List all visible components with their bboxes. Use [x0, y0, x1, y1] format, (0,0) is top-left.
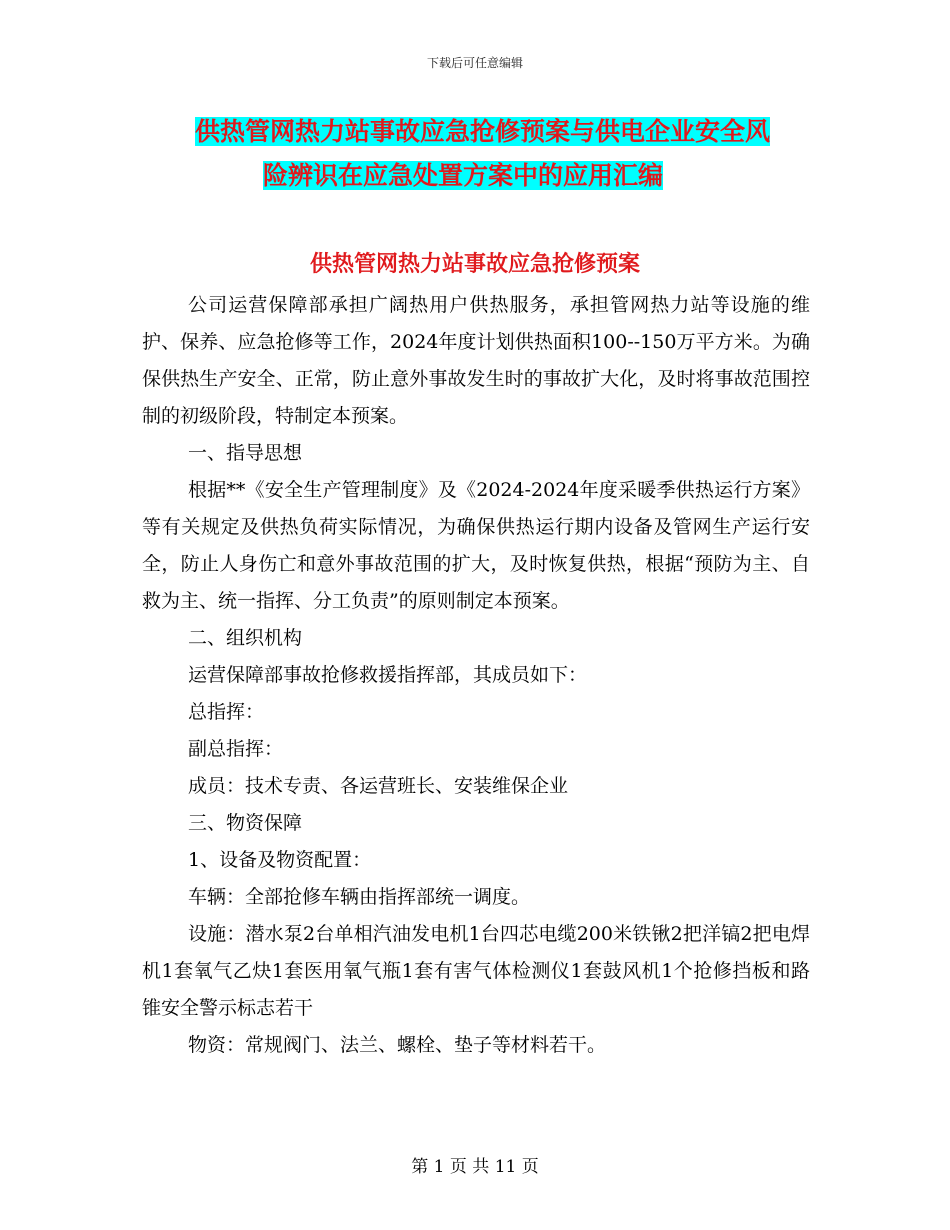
paragraph-vehicles: 车辆：全部抢修车辆由指挥部统一调度。 [188, 886, 531, 908]
paragraph-chief-commander: 总指挥： [188, 701, 265, 723]
paragraph-members: 成员：技术专责、各运营班长、安装维保企业 [188, 775, 569, 797]
title-line-2: 险辨识在应急处置方案中的应用汇编 [263, 161, 664, 190]
document-title [195, 110, 815, 198]
header-note: 下载后可任意编辑 [426, 56, 523, 70]
section-title: 供热管网热力站事故应急抢修预案 [309, 252, 640, 277]
heading-organization: 二、组织机构 [188, 627, 303, 649]
heading-material-support: 三、物资保障 [188, 812, 303, 834]
paragraph-command-members: 运营保障部事故抢修救援指挥部，其成员如下： [188, 664, 588, 686]
heading-guiding-ideology: 一、指导思想 [188, 442, 303, 464]
title-line-1: 供热管网热力站事故应急抢修预案与供电企业安全风 [195, 117, 771, 146]
paragraph-guiding-ideology: 根据**《安全生产管理制度》及《2024-2024年度采暖季供热运行方案》等有关规定及供热负荷实际情况，为确保供热运行期内设备及管网生产运行安全，防止人身伤亡和意外事故范围的扩大，及时恢复供热，根据“预防为主、自救为主、统一指挥、分工负责”的原则制定本预案。 [142, 479, 810, 612]
paragraph-intro: 公司运营保障部承担广阔热用户供热服务，承担管网热力站等设施的维护、保养、应急抢修等工作，2024年度计划供热面积100--150万平方米。为确保供热生产安全、正常，防止意外事故发生时的事故扩大化，及时将事故范围控制的初级阶段，特制定本预案。 [142, 294, 810, 427]
paragraph-materials: 物资：常规阀门、法兰、螺栓、垫子等材料若干。 [188, 1034, 607, 1056]
document-body [142, 287, 810, 1064]
paragraph-facilities: 设施：潜水泵2台单相汽油发电机1台四芯电缆200米铁锹2把洋镐2把电焊机1套氧气乙炔1套医用氧气瓶1套有害气体检测仪1套鼓风机1个抢修挡板和路锥安全警示标志若干 [142, 923, 810, 1019]
subheading-equipment-config: 1、设备及物资配置： [188, 849, 372, 871]
page-footer: 第 1 页 共 11 页 [411, 1157, 539, 1177]
paragraph-deputy-commander: 副总指挥： [188, 738, 284, 760]
